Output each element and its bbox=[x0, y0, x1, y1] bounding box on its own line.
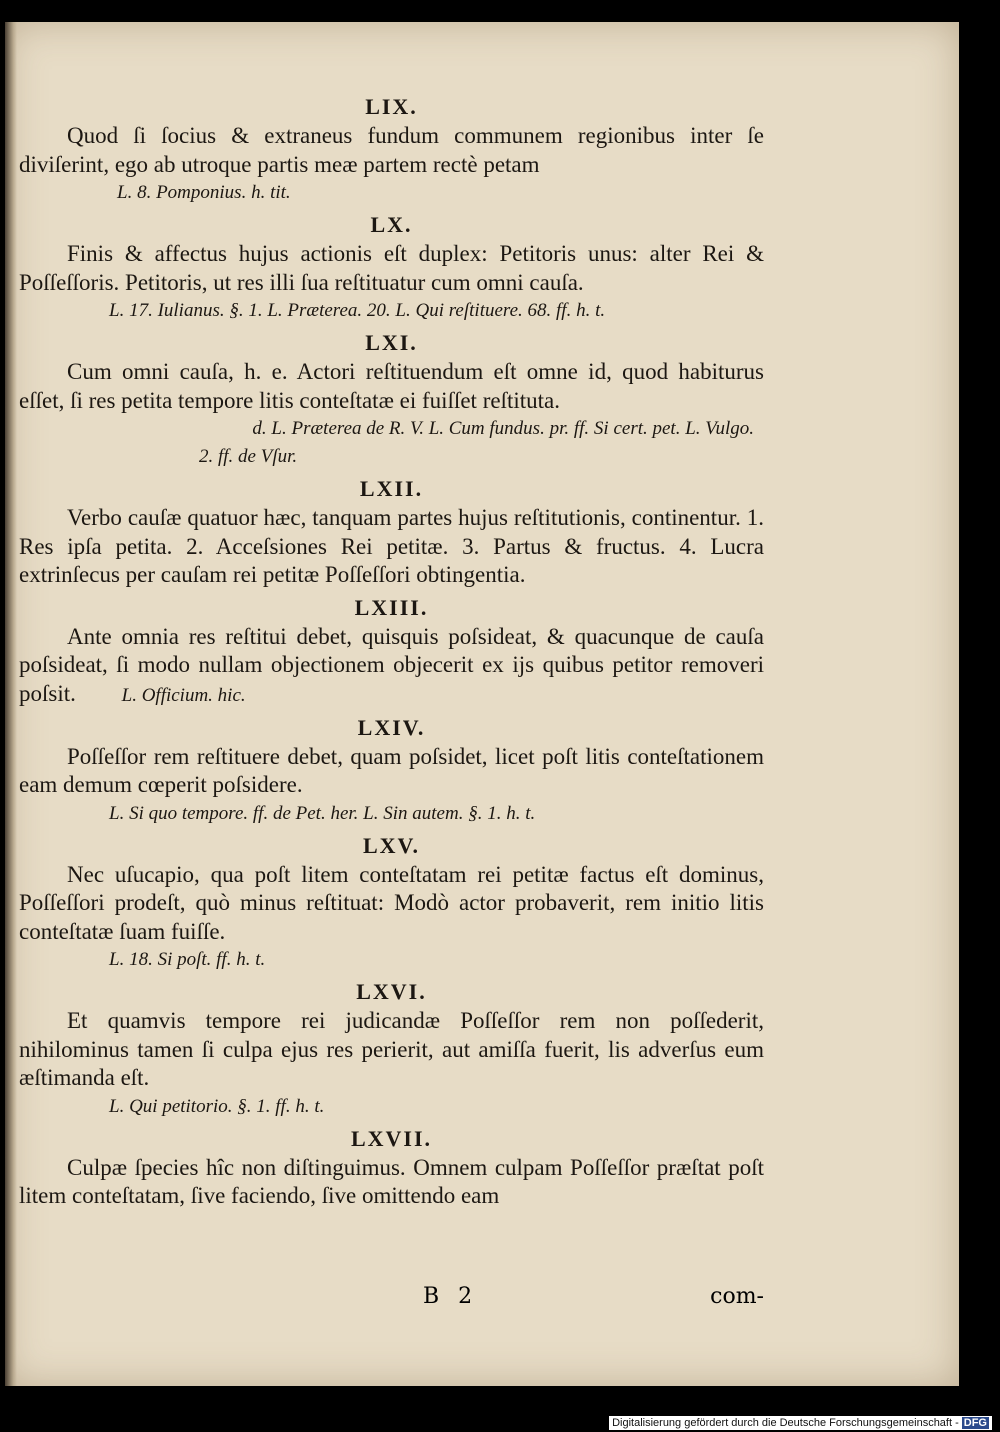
section-number: LXI. bbox=[365, 330, 418, 355]
section-lxii bbox=[19, 474, 764, 590]
section-lx bbox=[19, 210, 764, 325]
section-paragraph: Quod ſi ſocius & extraneus fundum communem regionibus inter ſe diviſerint, ego ab utroque partis meæ partem rectè petam bbox=[19, 123, 764, 177]
section-number: LXIII. bbox=[354, 594, 429, 620]
section-paragraph: Ante omnia res reſtitui debet, quisquis poſsideat, & quacunque de cauſa poſsideat, ſi modo nullam objectionem objecerit ex ijs quibus petitor removeri poſsit. L. Officium. hic. bbox=[19, 623, 764, 706]
section-citation: 2. ff. de Vſur. bbox=[199, 446, 298, 467]
section-lxiii bbox=[19, 593, 764, 710]
page-footer bbox=[19, 1284, 764, 1314]
catchword: com- bbox=[710, 1284, 764, 1309]
section-lxvii bbox=[19, 1124, 764, 1211]
section-lxvi bbox=[19, 977, 764, 1121]
credit-text: Digitalisierung gefördert durch die Deutsche Forschungsgemeinschaft - bbox=[612, 1417, 959, 1429]
section-paragraph: Verbo cauſæ quatuor hæc, tanquam partes hujus reſtitutionis, continentur. 1. Res ipſa petita. 2. Acceſsiones Rei petitæ. 3. Partus & fructus. 4. Lucra extrinſecus per cauſam rei petitæ Poſſeſſori obtingentia. bbox=[19, 505, 764, 587]
dfg-credit bbox=[609, 1416, 992, 1430]
section-number: LXIV. bbox=[357, 714, 426, 740]
page-binding-edge bbox=[5, 22, 17, 1386]
section-number: LXVI. bbox=[356, 979, 427, 1004]
section-paragraph: Cum omni cauſa, h. e. Actori reſtituendum eſt omne id, quod habiturus eſſet, ſi res petita tempore litis conteſtatæ ei fuiſſet reſtituta. bbox=[19, 359, 764, 413]
section-citation: L. Qui petitorio. §. 1. ff. h. t. bbox=[109, 1095, 325, 1117]
section-citation: d. L. Præterea de R. V. L. Cum fundus. pr. ff. Si cert. pet. L. Vulgo. bbox=[252, 418, 754, 439]
book-page bbox=[5, 22, 959, 1386]
section-citation: L. 17. Iulianus. §. 1. L. Præterea. 20. L. Qui reſtituere. 68. ff. h. t. bbox=[109, 300, 606, 321]
section-lxv bbox=[19, 831, 764, 975]
section-paragraph: Et quamvis tempore rei judicandæ Poſſeſſor rem non poſſederit, nihilominus tamen ſi culpa ejus res perierit, aut amiſſa fuerit, lis adverſus eum æſtimanda eſt. bbox=[19, 1008, 764, 1090]
section-number: LX. bbox=[370, 212, 413, 237]
section-citation: L. 8. Pomponius. h. tit. bbox=[117, 182, 291, 203]
dfg-logo: DFG bbox=[963, 1417, 987, 1429]
section-number: LIX. bbox=[365, 94, 418, 119]
section-number: LXV. bbox=[362, 832, 421, 858]
section-citation: L. Si quo tempore. ff. de Pet. her. L. Sin autem. §. 1. h. t. bbox=[109, 802, 536, 824]
section-lxi bbox=[19, 328, 764, 471]
page-text bbox=[19, 92, 764, 1214]
section-paragraph: Nec uſucapio, qua poſt litem conteſtatam rei petitæ factus eſt dominus, Poſſeſſori prodeſt, quò minus reſtituat: Modò actor probaverit, rem initio litis conteſtatæ ſuam fuiſſe. bbox=[19, 861, 764, 944]
section-citation: L. 18. Si poſt. ff. h. t. bbox=[109, 949, 266, 970]
section-paragraph: Culpæ ſpecies hîc non diſtinguimus. Omnem culpam Poſſeſſor præſtat poſt litem conteſtatam, ſive faciendo, ſive omittendo eam bbox=[19, 1154, 764, 1208]
signature-mark: B 2 bbox=[423, 1284, 479, 1309]
section-number: LXVII. bbox=[350, 1125, 433, 1151]
section-lix bbox=[19, 92, 764, 207]
section-lxiv bbox=[19, 713, 764, 828]
section-number: LXII. bbox=[359, 476, 424, 501]
section-paragraph: Finis & affectus hujus actionis eſt duplex: Petitoris unus: alter Rei & Poſſeſſoris. Petitoris, ut res illi ſua reſtituatur cum omni cauſa. bbox=[19, 241, 764, 295]
section-citation: L. Officium. hic. bbox=[121, 684, 246, 706]
section-paragraph: Poſſeſſor rem reſtituere debet, quam poſsidet, licet poſt litis conteſtationem eam demum cœperit poſsidere. bbox=[19, 743, 764, 797]
